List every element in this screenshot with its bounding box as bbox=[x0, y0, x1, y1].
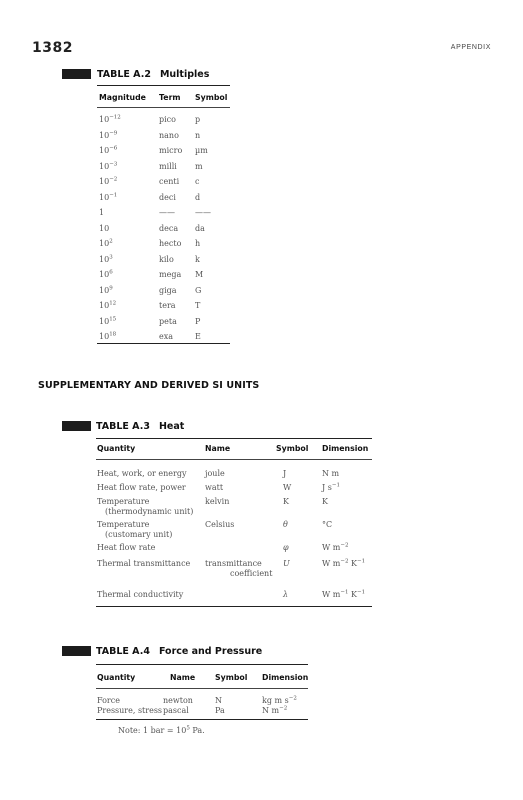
dimension-base: W m bbox=[322, 559, 341, 568]
symbol-cell: θ bbox=[283, 520, 288, 529]
term-cell: milli bbox=[159, 161, 177, 171]
dimension-base: W m bbox=[322, 590, 341, 599]
symbol-cell: E bbox=[195, 332, 201, 341]
magnitude-base: 10 bbox=[99, 130, 110, 140]
symbol-cell: G bbox=[195, 285, 202, 295]
magnitude-cell bbox=[99, 239, 113, 248]
magnitude-base: 10 bbox=[99, 301, 110, 310]
magnitude-base: 10 bbox=[99, 192, 110, 202]
dimension-exponent-2: −1 bbox=[357, 589, 366, 596]
name-continuation: coefficient bbox=[230, 569, 273, 578]
table-label: TABLE A.3 bbox=[96, 421, 150, 432]
header-rule bbox=[96, 688, 308, 689]
dimension-exponent: −2 bbox=[340, 558, 349, 565]
magnitude-exponent: −2 bbox=[109, 176, 118, 183]
name-cell: transmittance bbox=[205, 559, 262, 568]
magnitude-base: 1 bbox=[99, 208, 105, 217]
magnitude-base: 10 bbox=[99, 115, 110, 124]
term-cell: kilo bbox=[159, 254, 174, 264]
quantity-cell: Pressure, stress bbox=[97, 706, 163, 715]
magnitude-exponent: −6 bbox=[109, 145, 118, 152]
section-heading: SUPPLEMENTARY AND DERIVED SI UNITS bbox=[38, 380, 260, 391]
table-bottom-rule bbox=[96, 719, 308, 720]
table-a2-caption bbox=[97, 69, 209, 80]
symbol-cell: da bbox=[195, 223, 205, 233]
table-title: Multiples bbox=[159, 69, 210, 80]
term-cell: mega bbox=[159, 270, 182, 279]
table-top-rule bbox=[96, 438, 372, 439]
dimension-base: K bbox=[322, 497, 328, 506]
magnitude-cell bbox=[99, 255, 113, 264]
term-cell: nano bbox=[159, 130, 179, 140]
dimension-tail: K bbox=[348, 559, 357, 568]
magnitude-base: 10 bbox=[99, 146, 110, 155]
magnitude-base: 10 bbox=[99, 223, 110, 233]
term-cell: peta bbox=[159, 316, 177, 326]
magnitude-exponent: 6 bbox=[109, 269, 113, 276]
symbol-cell: U bbox=[283, 559, 290, 568]
magnitude-base: 10 bbox=[99, 332, 110, 341]
header-dimension: Dimension bbox=[262, 673, 309, 682]
magnitude-exponent: −12 bbox=[109, 114, 121, 121]
note-prefix: Note: 1 bar = 10 bbox=[118, 726, 187, 735]
symbol-cell: Pa bbox=[215, 706, 225, 715]
magnitude-exponent: 15 bbox=[109, 315, 117, 322]
symbol-cell: N bbox=[215, 696, 222, 705]
term-cell: deci bbox=[159, 192, 176, 202]
table-marker bbox=[62, 69, 91, 79]
name-cell: newton bbox=[163, 696, 193, 705]
magnitude-cell bbox=[99, 193, 117, 202]
magnitude-base: 10 bbox=[99, 239, 110, 248]
magnitude-exponent: 18 bbox=[109, 331, 117, 338]
header-name: Name bbox=[170, 673, 196, 682]
header-magnitude: Magnitude bbox=[99, 93, 146, 102]
magnitude-exponent: −1 bbox=[109, 191, 118, 198]
header-symbol: Symbol bbox=[195, 93, 228, 102]
dimension-base: N m bbox=[322, 469, 340, 478]
dimension-base: °C bbox=[322, 520, 333, 529]
table-bottom-rule bbox=[96, 606, 372, 607]
dimension-cell bbox=[322, 520, 332, 529]
dimension-exponent: −2 bbox=[279, 705, 288, 712]
table-marker bbox=[62, 646, 91, 656]
term-cell: hecto bbox=[159, 239, 182, 248]
symbol-cell: φ bbox=[283, 543, 289, 552]
dimension-tail: K bbox=[348, 590, 357, 599]
magnitude-cell bbox=[99, 332, 116, 341]
term-cell: centi bbox=[159, 177, 180, 186]
table-a4-caption bbox=[96, 646, 262, 657]
magnitude-exponent: 12 bbox=[109, 300, 117, 307]
header-name: Name bbox=[205, 444, 231, 453]
magnitude-cell bbox=[99, 146, 117, 155]
table-note bbox=[118, 726, 205, 735]
dimension-cell bbox=[262, 706, 287, 715]
dimension-cell bbox=[322, 483, 340, 492]
name-cell: kelvin bbox=[205, 497, 230, 506]
magnitude-exponent: −9 bbox=[109, 129, 118, 136]
dimension-base: W m bbox=[322, 543, 341, 552]
magnitude-base: 10 bbox=[99, 161, 110, 171]
term-cell: micro bbox=[159, 146, 183, 155]
magnitude-cell bbox=[99, 162, 117, 171]
symbol-cell: k bbox=[195, 254, 200, 264]
symbol-cell: λ bbox=[283, 590, 289, 599]
quantity-note: (customary unit) bbox=[105, 530, 173, 539]
magnitude-base: 10 bbox=[99, 285, 110, 295]
magnitude-cell bbox=[99, 317, 116, 326]
symbol-cell: P bbox=[195, 316, 201, 326]
table-label: TABLE A.2 bbox=[97, 69, 151, 80]
magnitude-cell bbox=[99, 131, 117, 140]
magnitude-cell bbox=[99, 177, 117, 186]
quantity-note: (thermodynamic unit) bbox=[105, 507, 194, 516]
header-quantity: Quantity bbox=[97, 444, 136, 453]
symbol-cell: p bbox=[195, 115, 201, 124]
name-cell: Celsius bbox=[205, 520, 235, 529]
table-label: TABLE A.4 bbox=[96, 646, 150, 657]
dimension-cell bbox=[322, 543, 348, 552]
quantity-cell: Thermal conductivity bbox=[97, 590, 184, 599]
dimension-base: J s bbox=[322, 483, 332, 492]
magnitude-exponent: 9 bbox=[109, 284, 113, 291]
magnitude-cell bbox=[99, 208, 104, 217]
symbol-cell: d bbox=[195, 192, 201, 202]
table-marker bbox=[62, 421, 91, 431]
table-title: Heat bbox=[158, 421, 185, 432]
dimension-base: N m bbox=[262, 706, 280, 715]
name-cell: watt bbox=[205, 483, 224, 492]
term-cell: —— bbox=[159, 208, 175, 217]
symbol-cell: µm bbox=[195, 146, 208, 155]
note-exponent: 5 bbox=[186, 725, 190, 732]
quantity-cell: Temperature bbox=[97, 520, 150, 529]
running-head: APPENDIX bbox=[450, 44, 491, 51]
symbol-cell: —— bbox=[195, 208, 211, 217]
dimension-exponent: −1 bbox=[340, 589, 349, 596]
header-term: Term bbox=[159, 93, 181, 102]
term-cell: tera bbox=[159, 301, 176, 310]
magnitude-exponent: 3 bbox=[109, 253, 113, 260]
name-cell: joule bbox=[205, 469, 225, 478]
header-rule bbox=[96, 459, 372, 460]
symbol-cell: J bbox=[283, 469, 287, 478]
magnitude-cell bbox=[99, 270, 113, 279]
header-symbol: Symbol bbox=[276, 444, 309, 453]
header-rule bbox=[97, 107, 230, 108]
header-quantity: Quantity bbox=[97, 673, 136, 682]
page-number: 1382 bbox=[32, 40, 73, 56]
magnitude-base: 10 bbox=[99, 316, 110, 326]
quantity-cell: Force bbox=[97, 696, 120, 705]
symbol-cell: c bbox=[195, 177, 200, 186]
dimension-cell bbox=[322, 497, 328, 506]
magnitude-cell bbox=[99, 224, 109, 233]
symbol-cell: M bbox=[195, 270, 204, 279]
dimension-exponent: −2 bbox=[288, 695, 297, 702]
table-bottom-rule bbox=[97, 343, 230, 344]
symbol-cell: n bbox=[195, 130, 201, 140]
magnitude-cell bbox=[99, 301, 116, 310]
dimension-cell bbox=[262, 696, 297, 705]
table-top-rule bbox=[97, 85, 230, 86]
term-cell: giga bbox=[159, 285, 177, 295]
dimension-exponent-2: −1 bbox=[357, 558, 366, 565]
term-cell: deca bbox=[159, 223, 179, 233]
symbol-cell: h bbox=[195, 239, 201, 248]
magnitude-base: 10 bbox=[99, 270, 110, 279]
quantity-cell: Temperature bbox=[97, 497, 150, 506]
dimension-base: kg m s bbox=[262, 696, 289, 705]
magnitude-base: 10 bbox=[99, 177, 110, 186]
dimension-cell bbox=[322, 590, 365, 599]
table-top-rule bbox=[96, 664, 308, 665]
quantity-cell: Heat, work, or energy bbox=[97, 469, 187, 478]
table-a3-caption bbox=[96, 421, 184, 432]
dimension-exponent: −2 bbox=[340, 542, 349, 549]
symbol-cell: W bbox=[283, 483, 292, 492]
dimension-cell bbox=[322, 559, 365, 568]
magnitude-exponent: −3 bbox=[109, 160, 118, 167]
symbol-cell: K bbox=[283, 497, 289, 506]
dimension-cell bbox=[322, 469, 339, 478]
quantity-cell: Heat flow rate bbox=[97, 543, 156, 552]
dimension-exponent: −1 bbox=[331, 482, 340, 489]
magnitude-cell bbox=[99, 286, 113, 295]
symbol-cell: m bbox=[195, 161, 203, 171]
note-suffix: Pa. bbox=[189, 726, 205, 735]
header-dimension: Dimension bbox=[322, 444, 369, 453]
header-symbol: Symbol bbox=[215, 673, 248, 682]
term-cell: exa bbox=[159, 332, 174, 341]
symbol-cell: T bbox=[195, 301, 201, 310]
magnitude-exponent: 2 bbox=[109, 238, 113, 245]
quantity-cell: Thermal transmittance bbox=[97, 559, 191, 568]
quantity-cell: Heat flow rate, power bbox=[97, 483, 186, 492]
magnitude-base: 10 bbox=[99, 254, 110, 264]
name-cell: pascal bbox=[163, 706, 189, 715]
term-cell: pico bbox=[159, 115, 176, 124]
table-title: Force and Pressure bbox=[158, 646, 263, 657]
magnitude-cell bbox=[99, 115, 121, 124]
